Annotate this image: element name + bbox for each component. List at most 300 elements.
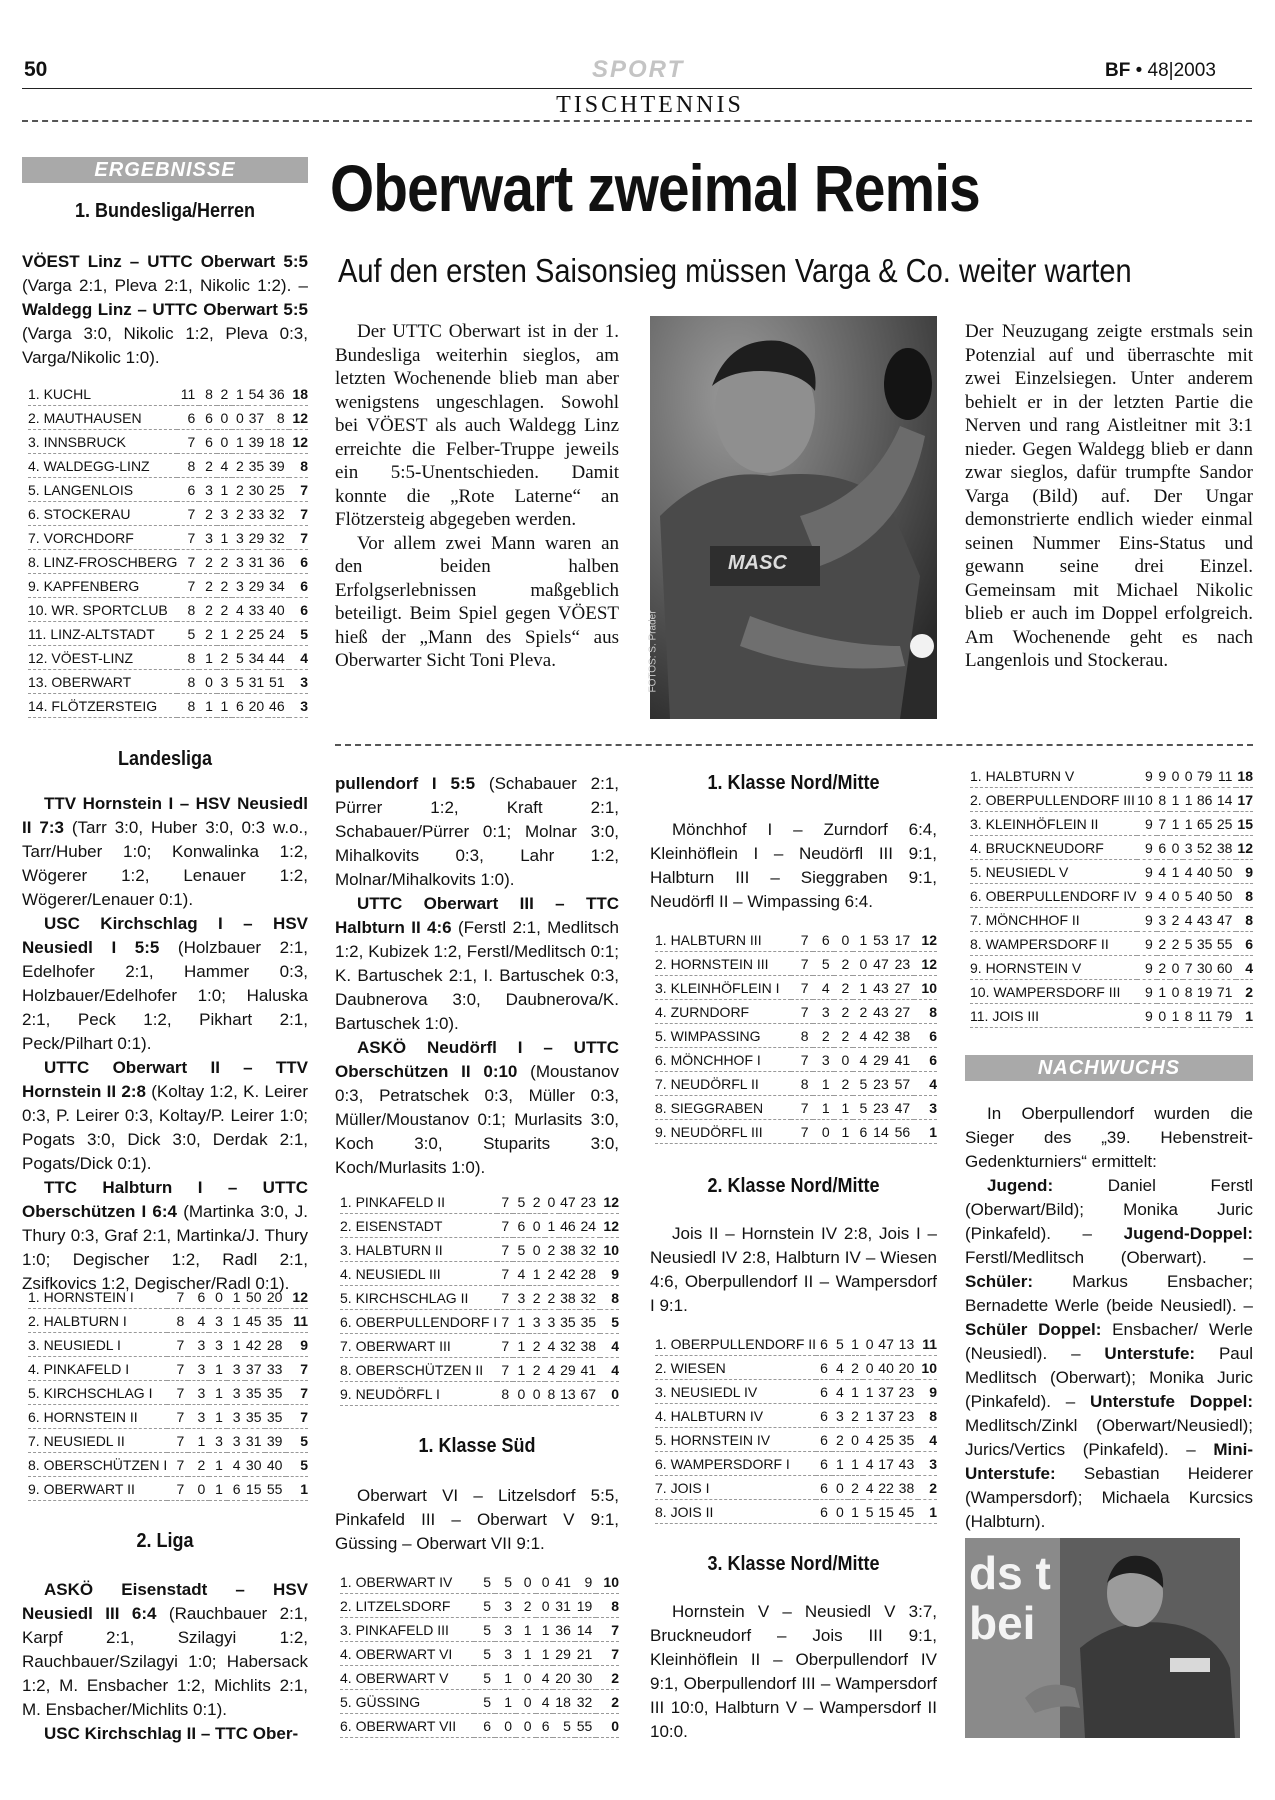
team-stat: 3 <box>188 1357 209 1381</box>
team-stat: 1 <box>1157 980 1170 1004</box>
team-stat: 1 <box>545 1214 560 1238</box>
l2-r3: UTTC Oberwart III – TTC Halbturn II 4:6 <box>335 894 619 937</box>
nachwuchs-intro: In Oberpullendorf wurden die Sieger des „39. Hebenstreit-Gedenkturniers“ ermittelt: <box>965 1104 1253 1171</box>
team-stat: 42 <box>871 1024 892 1048</box>
klasse-sued-table <box>340 1570 619 1738</box>
team-stat: 5 <box>832 1332 848 1356</box>
team-stat: 30 <box>575 1666 596 1690</box>
team-points: 7 <box>596 1618 619 1642</box>
team-stat: 8 <box>1183 980 1196 1004</box>
team-name: 4. ZURNDORF <box>655 1000 791 1024</box>
team-stat: 2 <box>834 1072 854 1096</box>
nachwuchs-banner: NACHWUCHS <box>965 1055 1253 1081</box>
team-stat: 35 <box>1197 932 1217 956</box>
team-stat: 9 <box>1137 860 1157 884</box>
standings-row <box>28 1333 308 1357</box>
standings-row <box>28 478 308 502</box>
team-stat: 86 <box>1197 788 1217 812</box>
team-stat: 19 <box>1197 980 1217 1004</box>
section-title: SPORT <box>592 56 685 83</box>
team-stat: 3 <box>188 1381 209 1405</box>
team-stat: 7 <box>177 550 199 574</box>
team-points: 3 <box>914 1096 937 1120</box>
team-stat: 2 <box>834 952 854 976</box>
team-stat: 2 <box>545 1238 560 1262</box>
team-stat: 9 <box>1137 908 1157 932</box>
standings-row <box>970 788 1253 812</box>
team-stat: 1 <box>516 1642 535 1666</box>
team-name: 2. EISENSTADT <box>340 1214 497 1238</box>
standings-row <box>28 574 308 598</box>
team-points: 1 <box>918 1500 937 1524</box>
team-points: 12 <box>289 430 308 454</box>
team-stat: 0 <box>516 1714 535 1738</box>
team-stat: 5 <box>495 1570 516 1594</box>
team-stat: 6 <box>816 1356 832 1380</box>
team-stat: 43 <box>898 1452 918 1476</box>
team-stat: 47 <box>871 952 892 976</box>
team-stat: 15 <box>877 1500 897 1524</box>
team-stat: 6 <box>1157 836 1170 860</box>
team-stat: 33 <box>248 502 268 526</box>
standings-row <box>655 1000 937 1024</box>
team-stat: 38 <box>893 1024 914 1048</box>
team-stat: 7 <box>791 1000 812 1024</box>
team-stat: 1 <box>1183 812 1196 836</box>
team-stat: 25 <box>248 622 268 646</box>
team-points: 1 <box>914 1120 937 1144</box>
team-stat: 2 <box>529 1334 544 1358</box>
team-stat: 47 <box>893 1096 914 1120</box>
team-stat: 1 <box>834 1096 854 1120</box>
team-stat: 3 <box>217 670 232 694</box>
article-photo <box>647 316 937 719</box>
team-stat: 8 <box>791 1072 812 1096</box>
team-stat: 7 <box>497 1286 513 1310</box>
team-points: 9 <box>600 1262 619 1286</box>
team-stat: 40 <box>1197 884 1217 908</box>
team-stat: 3 <box>232 550 247 574</box>
team-stat: 2 <box>217 382 232 406</box>
team-stat: 1 <box>848 1380 863 1404</box>
team-name: 4. HALBTURN IV <box>655 1404 816 1428</box>
team-stat: 32 <box>559 1334 579 1358</box>
team-stat: 7 <box>177 526 199 550</box>
team-stat: 7 <box>791 1096 812 1120</box>
team-stat: 0 <box>813 1120 834 1144</box>
team-stat: 2 <box>199 454 217 478</box>
team-stat: 0 <box>217 430 232 454</box>
team-stat: 2 <box>853 1000 871 1024</box>
team-stat: 24 <box>580 1214 600 1238</box>
team-points: 18 <box>1236 764 1253 788</box>
team-stat: 9 <box>1157 764 1170 788</box>
team-stat: 23 <box>898 1380 918 1404</box>
team-points: 17 <box>1236 788 1253 812</box>
team-stat: 0 <box>853 952 871 976</box>
team-stat: 5 <box>177 622 199 646</box>
team-stat: 4 <box>1157 884 1170 908</box>
team-stat: 1 <box>529 1262 544 1286</box>
team-stat: 24 <box>268 622 288 646</box>
team-stat: 4 <box>1183 860 1196 884</box>
team-stat: 0 <box>209 1285 227 1309</box>
team-name: 11. JOIS III <box>970 1004 1137 1028</box>
team-stat: 7 <box>1183 956 1196 980</box>
team-stat: 6 <box>816 1332 832 1356</box>
team-stat: 1 <box>516 1618 535 1642</box>
team-stat: 7 <box>167 1357 188 1381</box>
team-stat: 1 <box>536 1642 554 1666</box>
team-stat: 35 <box>265 1381 286 1405</box>
team-stat: 6 <box>816 1380 832 1404</box>
team-name: 7. NEUSIEDL II <box>28 1429 167 1453</box>
team-stat: 1 <box>232 430 247 454</box>
team-stat: 35 <box>248 454 268 478</box>
nw-l3: Schüler: <box>965 1272 1034 1291</box>
team-stat: 3 <box>188 1405 209 1429</box>
team-stat: 7 <box>167 1405 188 1429</box>
team-stat: 47 <box>559 1190 579 1214</box>
team-stat: 0 <box>516 1690 535 1714</box>
team-stat: 7 <box>167 1429 188 1453</box>
team-name: 4. BRUCKNEUDORF <box>970 836 1137 860</box>
team-stat: 4 <box>832 1380 848 1404</box>
team-name: 2. MAUTHAUSEN <box>28 406 177 430</box>
team-stat: 1 <box>1170 860 1183 884</box>
team-stat: 6 <box>853 1120 871 1144</box>
team-stat: 57 <box>893 1072 914 1096</box>
team-stat: 2 <box>1157 956 1170 980</box>
ll-r2-detail: (Holzbauer 2:1, Edelhofer 2:1, Hammer 0:3, Holzbauer/Edelhofer 1:0; Haluska 2:1, Peck 1:2, Pikhart 2:1, Peck/Pilhart 0:1). <box>22 938 308 1053</box>
team-name: 6. OBERWART VII <box>340 1714 474 1738</box>
team-name: 1. OBERWART IV <box>340 1570 474 1594</box>
team-stat: 7 <box>167 1381 188 1405</box>
klasse1-nm-table <box>655 928 937 1144</box>
team-name: 10. WR. SPORTCLUB <box>28 598 177 622</box>
issue-label <box>1105 60 1216 82</box>
team-name: 6. STOCKERAU <box>28 502 177 526</box>
team-stat: 6 <box>816 1404 832 1428</box>
team-stat: 7 <box>167 1333 188 1357</box>
match-voest: VÖEST Linz – UTTC Oberwart 5:5 <box>22 252 308 271</box>
team-stat: 32 <box>575 1690 596 1714</box>
team-points: 4 <box>918 1428 937 1452</box>
team-stat: 5 <box>1183 884 1196 908</box>
team-name: 8. WAMPERSDORF II <box>970 932 1137 956</box>
team-stat: 14 <box>871 1120 892 1144</box>
team-stat: 9 <box>1137 980 1157 1004</box>
standings-row <box>28 1429 308 1453</box>
team-stat: 22 <box>877 1476 897 1500</box>
landesliga-title: Landesliga <box>117 748 213 770</box>
standings-row <box>340 1358 619 1382</box>
team-name: 2. HORNSTEIN III <box>655 952 791 976</box>
team-stat: 0 <box>834 1048 854 1072</box>
team-name: 7. NEUDÖRFL II <box>655 1072 791 1096</box>
standings-row <box>970 764 1253 788</box>
team-points: 3 <box>289 694 308 718</box>
team-stat: 8 <box>545 1382 560 1406</box>
article-col2: Der Neuzugang zeigte erstmals sein Potenzial auf und überraschte mit zwei Einzelsiegen. Unter anderem behielt er in der letzten Partie die Nerven und rang Aistleitner mit 3:1 nieder. Gegen Waldegg blieb er dann zwar sieglos, dafür trumpfte Sandor Varga (Bild) auf. Der Ungar demonstrierte endlich wieder einmal seinen Nummer Eins-Status und gewann seine drei Einzel. Gemeinsam mit Michael Nikolic blieb er auch im Doppel erfolgreich. Am Wochenende geht es nach Langenlois und Stockerau. <box>965 321 1253 671</box>
team-stat: 7 <box>167 1453 188 1477</box>
standings-row <box>340 1214 619 1238</box>
team-name: 7. OBERWART III <box>340 1334 497 1358</box>
team-stat: 20 <box>553 1666 574 1690</box>
standings-row <box>28 406 308 430</box>
team-stat: 5 <box>474 1618 495 1642</box>
nw-l4: Schüler Doppel: <box>965 1320 1102 1339</box>
team-points: 10 <box>914 976 937 1000</box>
team-stat: 5 <box>474 1690 495 1714</box>
nw-l5: Unterstufe: <box>1104 1344 1196 1363</box>
team-points: 2 <box>918 1476 937 1500</box>
team-stat: 35 <box>265 1309 286 1333</box>
team-stat: 7 <box>497 1310 513 1334</box>
team-name: 5. NEUSIEDL V <box>970 860 1137 884</box>
team-stat: 32 <box>580 1286 600 1310</box>
team-stat: 4 <box>513 1262 529 1286</box>
team-stat: 3 <box>495 1618 516 1642</box>
team-stat: 0 <box>217 406 232 430</box>
team-points: 2 <box>596 1666 619 1690</box>
team-points: 4 <box>914 1072 937 1096</box>
team-points: 12 <box>914 928 937 952</box>
team-stat: 7 <box>177 430 199 454</box>
team-stat: 6 <box>199 430 217 454</box>
team-stat: 60 <box>1216 956 1236 980</box>
team-stat: 7 <box>791 952 812 976</box>
team-stat: 1 <box>209 1477 227 1501</box>
team-points: 8 <box>914 1000 937 1024</box>
team-stat: 0 <box>1170 956 1183 980</box>
team-stat: 1 <box>848 1332 863 1356</box>
team-name: 5. HORNSTEIN IV <box>655 1428 816 1452</box>
team-stat: 5 <box>474 1642 495 1666</box>
team-stat: 6 <box>177 478 199 502</box>
team-stat: 2 <box>516 1594 535 1618</box>
team-name: 4. OBERWART VI <box>340 1642 474 1666</box>
bundesliga-results <box>22 250 308 370</box>
team-stat: 2 <box>832 1428 848 1452</box>
team-stat: 1 <box>217 526 232 550</box>
team-stat: 7 <box>791 928 812 952</box>
team-points: 7 <box>289 502 308 526</box>
nw-l2: Jugend-Doppel: <box>1123 1224 1253 1243</box>
team-stat: 36 <box>268 382 288 406</box>
team-stat: 3 <box>232 574 247 598</box>
team-points: 6 <box>914 1048 937 1072</box>
team-stat: 39 <box>268 454 288 478</box>
team-stat: 11 <box>1197 1004 1217 1028</box>
team-stat: 27 <box>893 976 914 1000</box>
team-stat: 3 <box>813 1000 834 1024</box>
ll-r2: USC Kirchschlag I – HSV Neusiedl I 5:5 <box>22 914 308 957</box>
team-name: 10. WAMPERSDORF III <box>970 980 1137 1004</box>
team-stat: 7 <box>497 1262 513 1286</box>
team-points: 12 <box>1236 836 1253 860</box>
team-stat: 8 <box>177 670 199 694</box>
team-stat: 35 <box>898 1428 918 1452</box>
team-stat: 41 <box>553 1570 574 1594</box>
team-points: 5 <box>286 1429 308 1453</box>
standings-row <box>28 1381 308 1405</box>
team-stat: 5 <box>863 1500 878 1524</box>
team-stat: 38 <box>1216 836 1236 860</box>
standings-row <box>28 454 308 478</box>
team-name: 3. NEUSIEDL I <box>28 1333 167 1357</box>
ll-r4: TTC Halbturn I – UTTC Oberschützen I 6:4 <box>22 1178 308 1221</box>
team-stat: 5 <box>513 1190 529 1214</box>
standings-row <box>340 1618 619 1642</box>
team-stat: 47 <box>1216 908 1236 932</box>
team-stat: 45 <box>245 1309 266 1333</box>
team-stat: 42 <box>559 1262 579 1286</box>
team-stat: 1 <box>513 1334 529 1358</box>
klasse-sued-title: 1. Klasse Süd <box>418 1435 536 1457</box>
team-stat: 5 <box>813 952 834 976</box>
team-points: 9 <box>918 1380 937 1404</box>
team-points: 0 <box>600 1382 619 1406</box>
team-stat: 2 <box>199 502 217 526</box>
team-name: 3. KLEINHÖFLEIN I <box>655 976 791 1000</box>
team-points: 8 <box>289 454 308 478</box>
team-stat: 65 <box>1197 812 1217 836</box>
standings-row <box>655 952 937 976</box>
team-stat: 2 <box>232 454 247 478</box>
klasse3-nm-results: Hornstein V – Neusiedl V 3:7, Bruckneudorf – Jois III 9:1, Kleinhöflein II – Oberpullendorf IV 9:1, Oberpullendorf III – Wampersdorf III 10:0, Halbturn V – Wampersdorf II 10:0. <box>650 1602 937 1741</box>
team-stat: 35 <box>245 1405 266 1429</box>
nw-v7: Sebastian Heiderer (Wampersdorf); Michaela Kurcsics (Halbturn). <box>965 1464 1253 1531</box>
team-name: 4. OBERWART V <box>340 1666 474 1690</box>
team-name: 6. MÖNCHHOF I <box>655 1048 791 1072</box>
team-stat: 6 <box>232 694 247 718</box>
team-points: 12 <box>286 1285 308 1309</box>
category-title: TISCHTENNIS <box>556 92 744 118</box>
team-points: 5 <box>600 1310 619 1334</box>
team-stat: 50 <box>1216 860 1236 884</box>
team-stat: 1 <box>209 1381 227 1405</box>
team-stat: 20 <box>898 1356 918 1380</box>
l2-r1: ASKÖ Eisenstadt – HSV Neusiedl III 6:4 <box>22 1580 308 1623</box>
team-points: 6 <box>289 598 308 622</box>
team-name: 2. OBERPULLENDORF III <box>970 788 1137 812</box>
l2-r4: ASKÖ Neudörfl I – UTTC Oberschützen II 0:10 <box>335 1038 619 1081</box>
team-points: 5 <box>289 622 308 646</box>
team-name: 4. NEUSIEDL III <box>340 1262 497 1286</box>
team-stat: 43 <box>871 1000 892 1024</box>
headline: Oberwart zweimal Remis <box>330 151 980 225</box>
team-stat: 1 <box>227 1333 245 1357</box>
page-number: 50 <box>24 58 48 81</box>
team-stat: 40 <box>265 1453 286 1477</box>
header-rule <box>22 88 1252 89</box>
team-points: 7 <box>596 1642 619 1666</box>
team-stat: 3 <box>545 1310 560 1334</box>
photo-credit: FOTOS: S. Prader <box>647 610 659 693</box>
team-stat: 0 <box>232 406 247 430</box>
team-stat: 1 <box>1170 812 1183 836</box>
photo-player-illustration <box>647 316 937 719</box>
team-points: 7 <box>286 1357 308 1381</box>
team-stat: 3 <box>209 1333 227 1357</box>
team-stat: 2 <box>232 502 247 526</box>
team-stat: 0 <box>832 1500 848 1524</box>
team-name: 3. NEUSIEDL IV <box>655 1380 816 1404</box>
team-stat: 0 <box>199 670 217 694</box>
team-points: 4 <box>600 1334 619 1358</box>
team-points: 10 <box>918 1356 937 1380</box>
standings-row <box>655 1332 937 1356</box>
team-stat: 2 <box>529 1286 544 1310</box>
team-stat: 1 <box>495 1690 516 1714</box>
standings-row <box>28 382 308 406</box>
nw-l1: Jugend: <box>987 1176 1054 1195</box>
team-stat: 5 <box>853 1096 871 1120</box>
team-stat: 79 <box>1216 1004 1236 1028</box>
standings-row <box>655 976 937 1000</box>
team-stat: 23 <box>898 1404 918 1428</box>
team-stat: 1 <box>209 1453 227 1477</box>
header-dash-rule <box>22 120 1252 122</box>
team-stat: 17 <box>877 1452 897 1476</box>
standings-row <box>28 670 308 694</box>
team-stat: 1 <box>1183 788 1196 812</box>
team-stat: 7 <box>791 1048 812 1072</box>
team-points: 8 <box>918 1404 937 1428</box>
team-stat: 3 <box>199 526 217 550</box>
team-stat: 3 <box>529 1310 544 1334</box>
team-stat: 37 <box>877 1380 897 1404</box>
team-name: 2. WIESEN <box>655 1356 816 1380</box>
team-stat: 35 <box>580 1310 600 1334</box>
standings-row <box>28 1357 308 1381</box>
team-name: 2. LITZELSDORF <box>340 1594 474 1618</box>
team-stat: 8 <box>177 694 199 718</box>
liga2-results-a <box>22 1578 308 1746</box>
team-stat: 2 <box>188 1453 209 1477</box>
standings-row <box>655 1096 937 1120</box>
team-stat: 0 <box>1170 836 1183 860</box>
team-stat: 2 <box>545 1262 560 1286</box>
team-stat: 30 <box>248 478 268 502</box>
standings-row <box>28 1285 308 1309</box>
team-stat: 1 <box>848 1452 863 1476</box>
team-stat: 9 <box>1137 884 1157 908</box>
standings-row <box>28 1309 308 1333</box>
team-stat: 2 <box>232 478 247 502</box>
standings-row <box>28 694 308 718</box>
standings-row <box>655 1380 937 1404</box>
team-stat: 51 <box>268 670 288 694</box>
team-stat: 8 <box>791 1024 812 1048</box>
team-points: 9 <box>1236 860 1253 884</box>
team-stat: 23 <box>580 1190 600 1214</box>
team-stat: 8 <box>177 454 199 478</box>
team-stat: 5 <box>474 1570 495 1594</box>
team-stat: 5 <box>853 1072 871 1096</box>
team-stat: 0 <box>834 928 854 952</box>
team-stat: 9 <box>1137 956 1157 980</box>
team-points: 6 <box>914 1024 937 1048</box>
klasse3-nm-text <box>650 1600 937 1744</box>
standings-row <box>340 1666 619 1690</box>
standings-row <box>340 1594 619 1618</box>
bundesliga-table <box>28 382 308 718</box>
team-stat: 0 <box>848 1428 863 1452</box>
nw-v1: Daniel Ferstl (Oberwart/Bild); Monika Juric (Pinkafeld). – <box>965 1176 1253 1243</box>
team-points: 7 <box>289 526 308 550</box>
